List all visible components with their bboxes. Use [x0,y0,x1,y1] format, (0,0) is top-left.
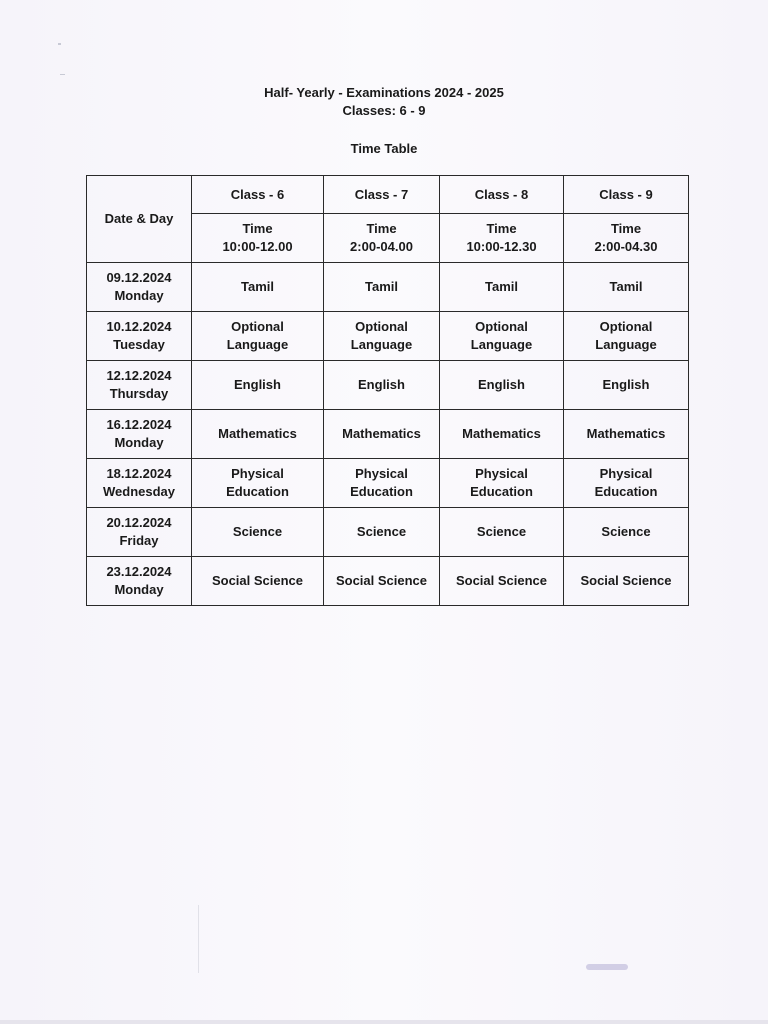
subject-text: Tamil [241,279,274,294]
subject-text: Optional [475,319,528,334]
subject-text: Language [226,337,289,352]
subject-text: Social Science [455,573,548,588]
subject-cell [324,410,440,459]
subject-text: Mathematics [218,426,297,441]
subject-text: Language [470,337,533,352]
date-day-cell [87,263,192,312]
subject-text: Language [595,337,657,352]
class-header-row [87,176,689,214]
subject-text: Optional [231,319,284,334]
exam-day: Monday [114,288,164,303]
subject-cell [440,508,564,557]
time-value: 10:00-12.00 [222,239,293,254]
subject-text: English [358,377,405,392]
subject-text: English [602,377,650,392]
time-header [192,214,324,263]
exam-day: Friday [119,533,159,548]
subject-cell [192,508,324,557]
time-header [440,214,564,263]
subject-text: Physical [599,466,653,481]
subject-text: Tamil [365,279,398,294]
table-row [87,459,689,508]
subject-cell [192,361,324,410]
subject-cell [192,312,324,361]
class-header: Class - 9 [564,176,689,214]
subject-cell [564,312,689,361]
subject-text: Physical [355,466,408,481]
time-value: 10:00-12.30 [466,239,537,254]
subject-text: English [478,377,525,392]
exam-date: 12.12.2024 [106,368,172,383]
time-header [564,214,689,263]
table-row [87,361,689,410]
time-label: Time [366,221,397,236]
exam-day: Thursday [109,386,169,401]
date-day-header: Date & Day [87,176,192,263]
exam-day: Tuesday [113,337,165,352]
subject-cell [440,361,564,410]
subject-text: Social Science [580,573,672,588]
exam-date: 18.12.2024 [106,466,172,481]
date-day-cell [87,557,192,606]
exam-day: Monday [114,582,164,597]
exam-date: 10.12.2024 [106,319,172,334]
exam-date: 09.12.2024 [106,270,172,285]
document-subtitle: Time Table [350,141,418,156]
subject-cell [564,508,689,557]
exam-timetable [86,175,689,606]
time-label: Time [486,221,517,236]
subject-cell [192,557,324,606]
timetable-body [87,263,689,606]
table-row [87,508,689,557]
subject-cell [564,361,689,410]
subject-cell [324,557,440,606]
subject-cell [192,459,324,508]
subject-text: Science [232,524,283,539]
classes-line: Classes: 6 - 9 [342,103,426,118]
subject-text: Mathematics [586,426,666,441]
date-day-cell [87,361,192,410]
exam-date: 16.12.2024 [106,417,172,432]
subject-text: Social Science [211,573,304,588]
subject-text: Optional [599,319,653,334]
subject-text: Mathematics [342,426,421,441]
subject-cell [440,459,564,508]
subject-cell [324,263,440,312]
subject-text: Physical [475,466,528,481]
subject-text: Social Science [335,573,428,588]
table-row [87,263,689,312]
subject-text: Education [350,484,413,499]
subject-cell [440,557,564,606]
scan-mark [198,905,199,973]
subject-cell [324,508,440,557]
exam-day: Wednesday [102,484,175,499]
date-day-cell [87,410,192,459]
subject-text: Science [356,524,407,539]
exam-date: 20.12.2024 [106,515,172,530]
time-header [324,214,440,263]
date-day-cell [87,508,192,557]
table-row [87,557,689,606]
class-header: Class - 7 [324,176,440,214]
exam-date: 23.12.2024 [106,564,172,579]
time-label: Time [242,221,273,236]
scan-mark [58,43,61,45]
time-value: 2:00-04.30 [594,239,658,254]
scan-smudge [586,964,628,970]
subject-cell [440,410,564,459]
subject-cell [192,410,324,459]
date-day-cell [87,312,192,361]
subject-cell [440,312,564,361]
subject-text: English [234,377,281,392]
table-row [87,312,689,361]
subject-text: Language [350,337,413,352]
document-title: Half- Yearly - Examinations 2024 - 2025 [264,85,504,100]
class-header: Class - 6 [192,176,324,214]
subject-text: Education [594,484,658,499]
subject-text: Science [476,524,527,539]
subject-text: Science [601,524,651,539]
time-label: Time [610,221,642,236]
date-day-cell [87,459,192,508]
subject-text: Optional [355,319,408,334]
subject-cell [324,312,440,361]
subject-cell [564,459,689,508]
subject-cell [564,410,689,459]
subject-cell [192,263,324,312]
subject-text: Physical [231,466,284,481]
table-row [87,410,689,459]
subject-text: Tamil [485,279,518,294]
subject-cell [324,361,440,410]
subject-cell [440,263,564,312]
document-header [0,84,768,158]
page-bottom-edge [0,1020,768,1024]
subject-cell [564,557,689,606]
class-header: Class - 8 [440,176,564,214]
subject-text: Education [226,484,289,499]
subject-cell [564,263,689,312]
time-value: 2:00-04.00 [350,239,413,254]
scan-mark [60,74,65,75]
subject-text: Mathematics [462,426,541,441]
subject-cell [324,459,440,508]
subject-text: Education [470,484,533,499]
exam-day: Monday [114,435,164,450]
subject-text: Tamil [609,279,643,294]
